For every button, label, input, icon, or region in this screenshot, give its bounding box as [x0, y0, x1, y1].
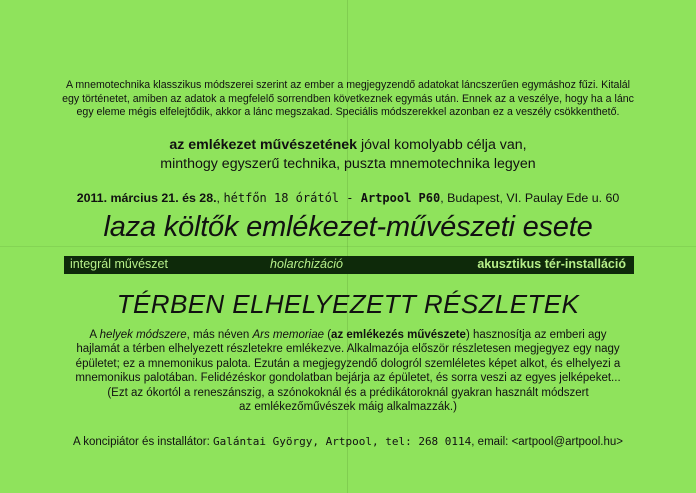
desc-italic: helyek módszere	[99, 329, 187, 341]
contact-prefix: A koncipiátor és installátor:	[73, 436, 214, 448]
desc-text: A	[89, 329, 100, 341]
desc-text: ) hasznosítja az emberi agy	[465, 329, 607, 341]
desc-line: az emlékezőművészek máig alkalmazzák.)	[239, 401, 457, 414]
event-time: hétfőn 18 órától	[223, 191, 340, 205]
contact-line	[40, 435, 656, 448]
keyword-integral: integrál művészet	[70, 257, 168, 271]
desc-line: mnemonikus palotában. Felidézéskor gondolatban bejárja az épületet, és sorra veszi az egyes jelképeket...	[75, 372, 621, 385]
event-dash: -	[339, 191, 361, 205]
keyword-bar	[64, 256, 634, 274]
contact-email[interactable]: <artpool@artpool.hu>	[511, 436, 623, 448]
intro-line: egy történetet, amiben az adatok a megfelelő sorrendben következnek egymás után. Ennek az a veszélye, hogy ha a lánc	[62, 92, 634, 105]
lead-rest: jóval komolyabb célja van,	[357, 137, 527, 153]
desc-italic: Ars memoriae	[252, 329, 325, 341]
desc-line: hajlamát a térben elhelyezett részletekre emlékezve. Alkalmazója először részletesen megjegyez egy nagy	[76, 343, 620, 356]
desc-bold: az emlékezés művészete	[331, 329, 466, 341]
event-date-line	[40, 191, 656, 205]
subtitle: TÉRBEN ELHELYEZETT RÉSZLETEK	[116, 289, 580, 319]
intro-line: egy eleme mégis elfelejtődik, akkor a lánc megszakad. Speciális módszerekkel azonban ez a veszély csökkenthető.	[76, 106, 620, 119]
keyword-installation: akusztikus tér-installáció	[477, 257, 626, 271]
desc-text: (	[324, 329, 332, 341]
event-venue: Artpool P60	[360, 191, 441, 205]
lead-statement	[40, 136, 656, 174]
desc-text: , más néven	[186, 329, 253, 341]
intro-paragraph	[40, 79, 656, 120]
event-date: 2011. március 21. és 28.	[76, 191, 217, 205]
event-sep: ,	[216, 191, 224, 205]
contact-email-label: , email:	[471, 436, 512, 448]
contact-name: Galántai György, Artpool, tel: 268 0114	[213, 435, 472, 448]
lead-bold: az emlékezet művészetének	[169, 137, 358, 153]
page-title: laza költők emlékezet-művészeti esete	[103, 211, 593, 243]
intro-line: A mnemotechnika klasszikus módszerei szerint az ember a megjegyzendő adatokat láncszerűen egymáshoz fűzi. Kitalál	[65, 79, 631, 91]
desc-line: (Ezt az ókortól a reneszánszig, a szónokoknál és a prédikátoroknál gyakran használt módszert	[107, 386, 589, 399]
desc-line: épületet; ez a mnemonikus palota. Ezután a megjegyzendő dologról szemléletes képet alkot, és elhelyezi a	[75, 357, 621, 370]
keyword-holarchy: holarchizáció	[270, 257, 343, 271]
lead-line-1	[40, 136, 656, 155]
description-paragraph	[60, 328, 636, 414]
event-address: , Budapest, VI. Paulay Ede u. 60	[440, 191, 620, 205]
desc-line-1	[60, 328, 636, 342]
lead-line-2: minthogy egyszerű technika, puszta mnemotechnika legyen	[160, 156, 536, 172]
